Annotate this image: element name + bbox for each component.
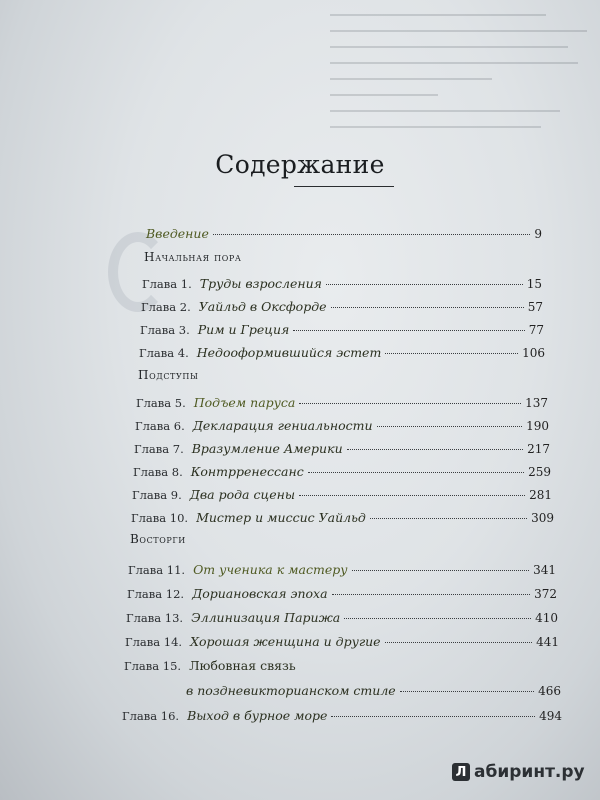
leader-dots [299,495,525,496]
chapter-page: 217 [527,442,550,456]
chapter-title: Любовная связь [189,658,296,673]
leader-dots [293,330,524,331]
chapter-page: 281 [529,488,552,502]
chapter-page: 466 [538,684,561,698]
chapter-page: 441 [536,635,559,649]
leader-dots [326,284,523,285]
toc-chapter [142,276,542,291]
leader-dots [331,307,524,308]
toc-chapter [126,610,558,625]
leader-dots [331,716,535,717]
chapter-title: Вразумление Америки [191,441,343,456]
toc-chapter [127,586,557,601]
chapter-title: Два рода сцены [189,487,296,502]
page-title: Содержание [215,150,385,179]
chapter-number: Глава 11. [128,563,186,577]
chapter-page: 15 [526,277,542,291]
toc-chapter [132,487,552,502]
chapter-title: Эллинизация Парижа [191,610,341,625]
chapter-page: 137 [525,396,548,410]
section-heading: Начальная пора [144,250,242,264]
chapter-page: 309 [531,511,554,525]
toc-chapter [134,441,550,456]
chapter-number: Глава 6. [135,419,185,433]
chapter-title: Уайльд в Оксфорде [198,299,327,314]
chapter-number: Глава 14. [125,635,183,649]
chapter-number: Глава 1. [142,277,192,291]
chapter-title: Рим и Греция [197,322,290,337]
toc-chapter [140,322,544,337]
toc-chapter [136,395,548,410]
chapter-page: 106 [522,346,545,360]
leader-dots [299,403,521,404]
chapter-number: Глава 10. [131,511,189,525]
leader-dots [385,353,518,354]
toc-chapter [141,299,543,314]
site-watermark [452,762,585,782]
chapter-number: Глава 5. [136,396,186,410]
chapter-page: 259 [528,465,551,479]
chapter-title: Выход в бурное море [187,708,328,723]
toc-chapter [139,345,545,360]
toc-chapter [124,658,424,673]
chapter-title: Хорошая женщина и другие [190,634,381,649]
leader-dots [385,642,533,643]
toc-chapter [135,418,549,433]
section-heading: Восторги [130,532,186,546]
chapter-page: 341 [533,563,556,577]
leader-dots [332,594,531,595]
chapter-number: Глава 3. [140,323,190,337]
leader-dots [308,472,524,473]
toc-chapter [122,708,562,723]
chapter-page: 190 [526,419,549,433]
chapter-page: 494 [539,709,562,723]
toc-chapter [131,510,554,525]
chapter-number: Глава 2. [141,300,191,314]
chapter-page: 57 [527,300,543,314]
chapter-number: Глава 13. [126,611,184,625]
toc-intro-page: 9 [534,227,542,241]
leader-dots [377,426,523,427]
toc-chapter [133,464,551,479]
chapter-title: Подъем паруса [193,395,296,410]
leader-dots [344,618,531,619]
leader-dots [213,234,530,235]
chapter-title: Дориановская эпоха [192,586,328,601]
toc-chapter [125,634,559,649]
toc-chapter [128,562,556,577]
toc-intro-title: Введение [146,226,209,241]
section-heading: Подступы [138,368,199,382]
leader-dots [352,570,530,571]
chapter-page: 77 [528,323,544,337]
chapter-title: Декларация гениальности [192,418,373,433]
leader-dots [400,691,534,692]
chapter-title: Мистер и миссис Уайльд [196,510,366,525]
chapter-number: Глава 16. [122,709,180,723]
chapter-number: Глава 8. [133,465,183,479]
chapter-title: Труды взросления [199,276,322,291]
toc-chapter-continuation [186,683,561,698]
chapter-number: Глава 9. [132,488,182,502]
chapter-page: 410 [535,611,558,625]
chapter-number: Глава 15. [124,659,182,673]
leader-dots [370,518,527,519]
chapter-number: Глава 7. [134,442,184,456]
chapter-title: Недооформившийся эстет [196,345,382,360]
chapter-page: 372 [534,587,557,601]
chapter-number: Глава 12. [127,587,185,601]
watermark-text: абиринт.ру [474,762,585,782]
chapter-number: Глава 4. [139,346,189,360]
watermark-logo-icon: Л [452,763,470,781]
chapter-title: От ученика к мастеру [193,562,348,577]
toc-intro [146,226,542,241]
chapter-title: Контрренессанс [190,464,304,479]
chapter-title-continued: в поздневикторианском стиле [186,683,396,698]
leader-dots [347,449,523,450]
